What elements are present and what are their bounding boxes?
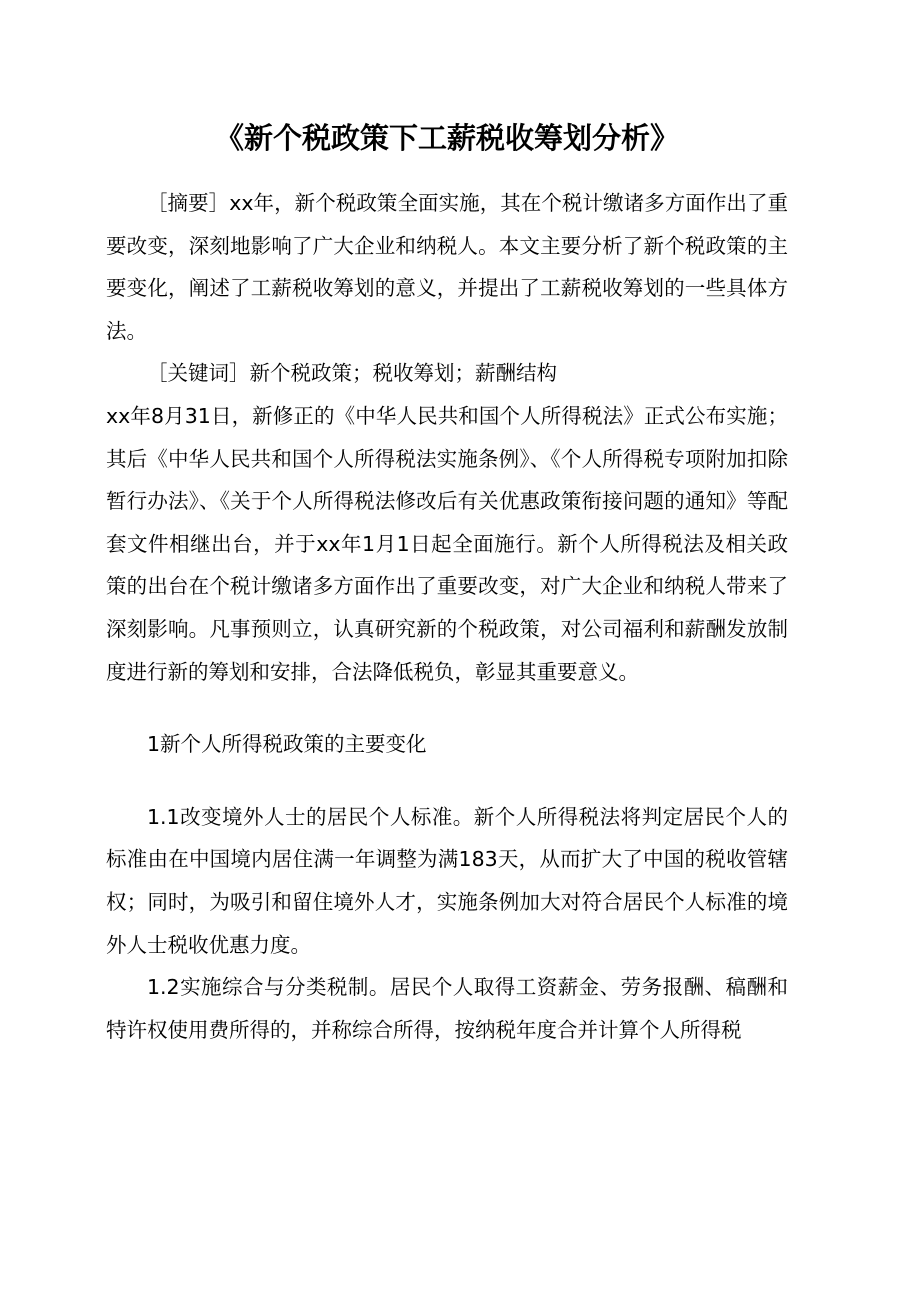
spacer-heading-subsection <box>106 766 788 796</box>
keywords-paragraph: ［关键词］新个税政策；税收筹划；薪酬结构 <box>147 361 557 386</box>
abstract-paragraph: ［摘要］xx年，新个税政策全面实施，其在个税计缴诸多方面作出了重要改变，深刻地影响了广大企业和纳税人。本文主要分析了新个税政策的主要变化，阐述了工薪税收筹划的意义，并提出了工薪税收筹划的一些具体方法。 <box>106 191 788 343</box>
section-paragraph-1-1: 1.1改变境外人士的居民个人标准。新个人所得税法将判定居民个人的标准由在中国境内居住满一年调整为满183天，从而扩大了中国的税收管辖权；同时，为吸引和留住境外人才，实施条例加大对符合居民个人标准的境外人士税收优惠力度。 <box>106 804 788 957</box>
section-paragraph-1-2: 1.2实施综合与分类税制。居民个人取得工资薪金、劳务报酬、稿酬和特许权使用费所得的，并称综合所得，按纳税年度合并计算个人所得税 <box>106 975 788 1042</box>
page-title: 《新个税政策下工薪税收筹划分析》 <box>214 121 679 155</box>
introduction-paragraph: xx年8月31日，新修正的《中华人民共和国个人所得税法》正式公布实施；其后《中华人民共和国个人所得税法实施条例》、《个人所得税专项附加扣除暂行办法》、《关于个人所得税法修改后有关优惠政策衔接问题的通知》等配套文件相继出台，并于xx年1月1日起全面施行。新个人所得税法及相关政策的出台在个税计缴诸多方面作出了重要改变，对广大企业和纳税人带来了深刻影响。凡事预则立，认真研究新的个税政策，对公司福利和薪酬发放制度进行新的筹划和安排，合法降低税负，彰显其重要意义。 <box>106 403 788 684</box>
spacer-title-abstract <box>106 153 788 182</box>
spacer-body-heading <box>106 693 788 723</box>
document-content <box>106 0 788 1051</box>
section-heading-1: 1新个人所得税政策的主要变化 <box>147 732 427 757</box>
